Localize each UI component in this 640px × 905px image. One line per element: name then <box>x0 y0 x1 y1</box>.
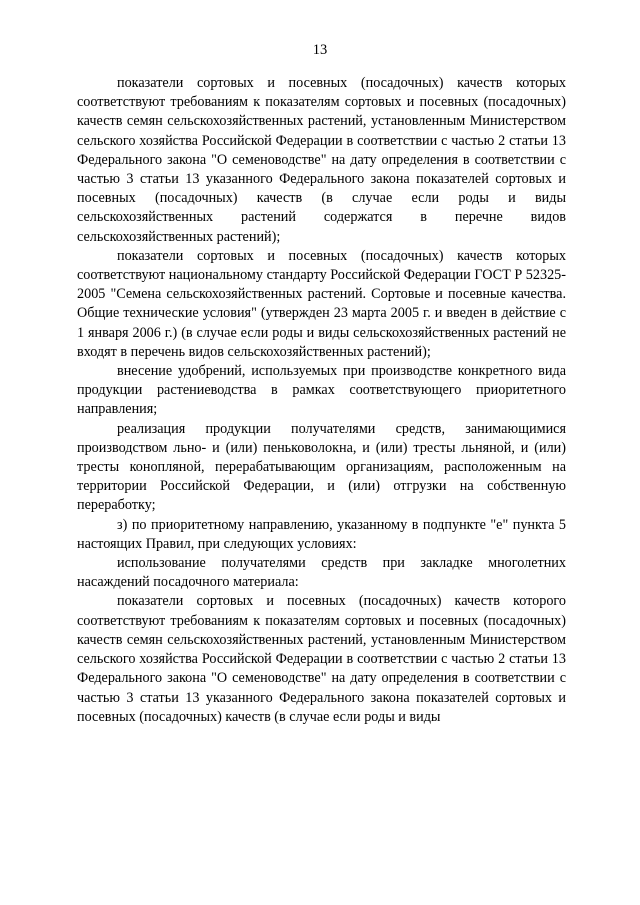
paragraph: реализация продукции получателями средств, занимающимися производством льно- и (или) пеньковолокна, и (или) тресты льняной, и (или) тресты конопляной, перерабатывающим организациям, расположенным на территории Российской Федерации, и (или) отгрузки на собственную переработку; <box>77 420 566 514</box>
paragraph: использование получателями средств при закладке многолетних насаждений посадочного материала: <box>77 555 566 591</box>
page-number: 13 <box>312 42 328 58</box>
paragraph: показатели сортовых и посевных (посадочных) качеств которых соответствуют национальному стандарту Российской Федерации ГОСТ Р 52325-2005 "Семена сельскохозяйственных растений. Сортовые и посевные качества. Общие технические условия" (утвержден 23 марта 2005 г. и введен в действие с 1 января 2006 г.) (в случае если роды и виды сельскохозяйственных растений не входят в перечень видов сельскохозяйственных растений); <box>77 247 566 360</box>
paragraph: показатели сортовых и посевных (посадочных) качеств которого соответствуют требованиям к показателям сортовых и посевных (посадочных) качеств семян сельскохозяйственных растений, установленным Министерством сельского хозяйства Российской Федерации в соответствии с частью 2 статьи 13 Федерального закона "О семеноводстве" на дату определения в соответствии с частью 3 статьи 13 указанного Федерального закона показателей сортовых и посевных (посадочных) качеств (в случае если роды и виды <box>77 593 566 725</box>
paragraph: показатели сортовых и посевных (посадочных) качеств которых соответствуют требованиям к показателям сортовых и посевных (посадочных) качеств семян сельскохозяйственных растений, установленным Министерством сельского хозяйства Российской Федерации в соответствии с частью 2 статьи 13 Федерального закона "О семеноводстве" на дату определения в соответствии с частью 3 статьи 13 указанного Федерального закона показателей сортовых и посевных (посадочных) качеств (в случае если роды и виды сельскохозяйственных растений содержатся в перечне видов сельскохозяйственных растений); <box>77 75 566 245</box>
paragraph: з) по приоритетному направлению, указанному в подпункте "е" пункта 5 настоящих Правил, при следующих условиях: <box>77 516 566 552</box>
paragraph: внесение удобрений, используемых при производстве конкретного вида продукции растениеводства в рамках соответствующего приоритетного направления; <box>77 363 566 418</box>
document-body <box>77 74 566 727</box>
